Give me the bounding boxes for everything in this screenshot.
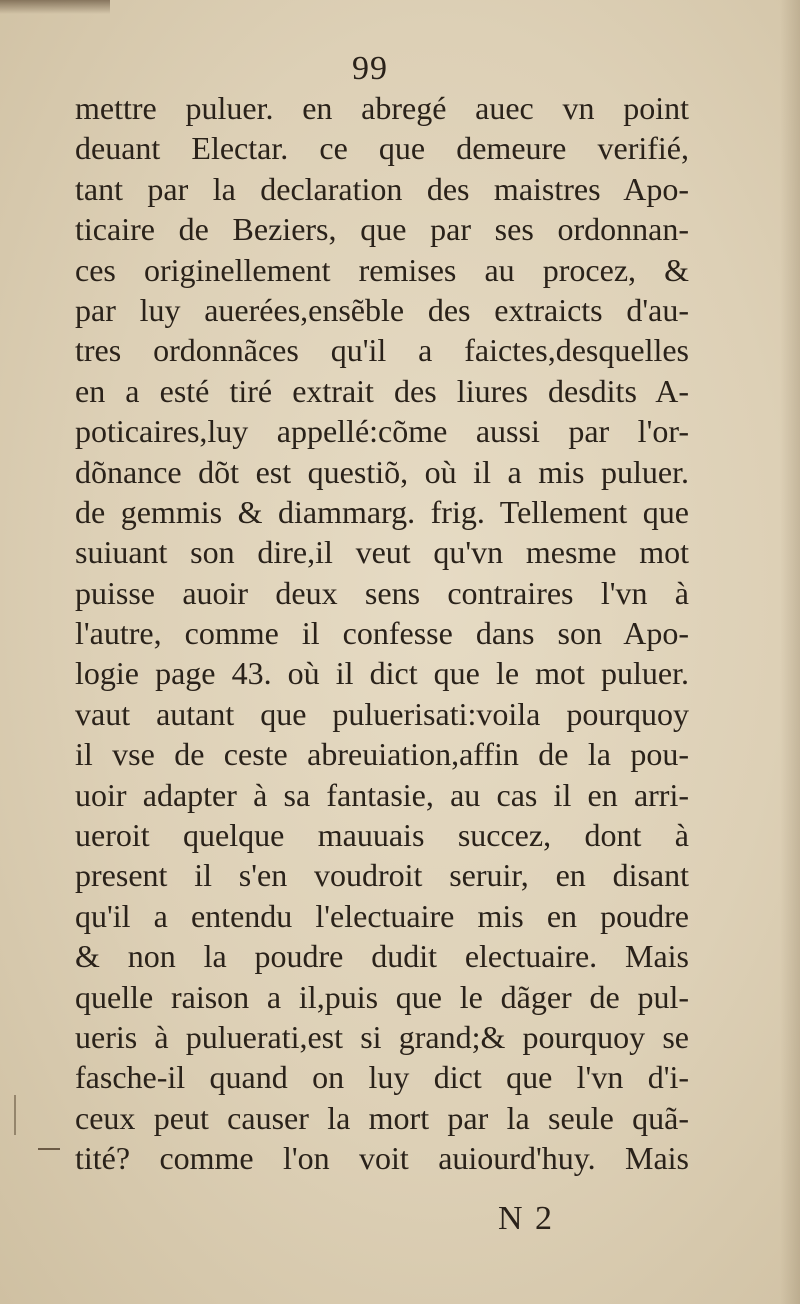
text-line: il vse de ceste abreuiation,affin de la pou- — [75, 736, 689, 773]
text-line: qu'il a entendu l'electuaire mis en poudre — [75, 897, 689, 934]
text-line: l'autre, comme il confesse dans son Apo- — [75, 615, 689, 652]
signature-mark: N 2 — [498, 1200, 555, 1237]
text-line: uoir adapter à sa fantasie, au cas il en arri- — [75, 776, 689, 813]
text-line: logie page 43. où il dict que le mot puluer. — [75, 655, 689, 692]
text-line: en a esté tiré extrait des liures desdits A- — [75, 372, 689, 409]
text-line: ces originellement remises au procez, & — [75, 251, 689, 288]
text-line: suiuant son dire,il veut qu'vn mesme mot — [75, 534, 689, 571]
text-line: fasche-il quand on luy dict que l'vn d'i- — [75, 1059, 689, 1096]
text-line: ueris à puluerati,est si grand;& pourquoy se — [75, 1018, 689, 1055]
text-line: ticaire de Beziers, que par ses ordonnan- — [75, 211, 689, 248]
text-line: dõnance dõt est questiõ, où il a mis puluer. — [75, 453, 689, 490]
text-line: & non la poudre dudit electuaire. Mais — [75, 938, 689, 975]
text-line: tant par la declaration des maistres Apo- — [75, 170, 689, 207]
body-text — [75, 88, 689, 1179]
text-line: quelle raison a il,puis que le dãger de pul- — [75, 978, 689, 1015]
page-number: 99 — [352, 50, 388, 87]
margin-rule — [14, 1095, 16, 1135]
margin-rule — [38, 1148, 60, 1150]
text-line: poticaires,luy appellé:cõme aussi par l'or- — [75, 413, 689, 450]
text-line: de gemmis & diammarg. frig. Tellement que — [75, 493, 689, 530]
text-line: mettre puluer. en abregé auec vn point — [75, 90, 689, 126]
text-line: puisse auoir deux sens contraires l'vn à — [75, 574, 689, 611]
text-line: present il s'en voudroit seruir, en disant — [75, 857, 689, 894]
text-line: deuant Electar. ce que demeure verifié, — [75, 130, 689, 167]
text-line: ceux peut causer la mort par la seule quã- — [75, 1099, 689, 1136]
text-line: tité? comme l'on voit auiourd'huy. Mais — [75, 1140, 689, 1177]
text-line: tres ordonnãces qu'il a faictes,desquelles — [75, 332, 689, 369]
text-line: ueroit quelque mauuais succez, dont à — [75, 817, 689, 854]
text-line: vaut autant que puluerisati:voila pourquoy — [75, 695, 689, 732]
text-line: par luy auerées,ensẽble des extraicts d'au- — [75, 291, 689, 328]
